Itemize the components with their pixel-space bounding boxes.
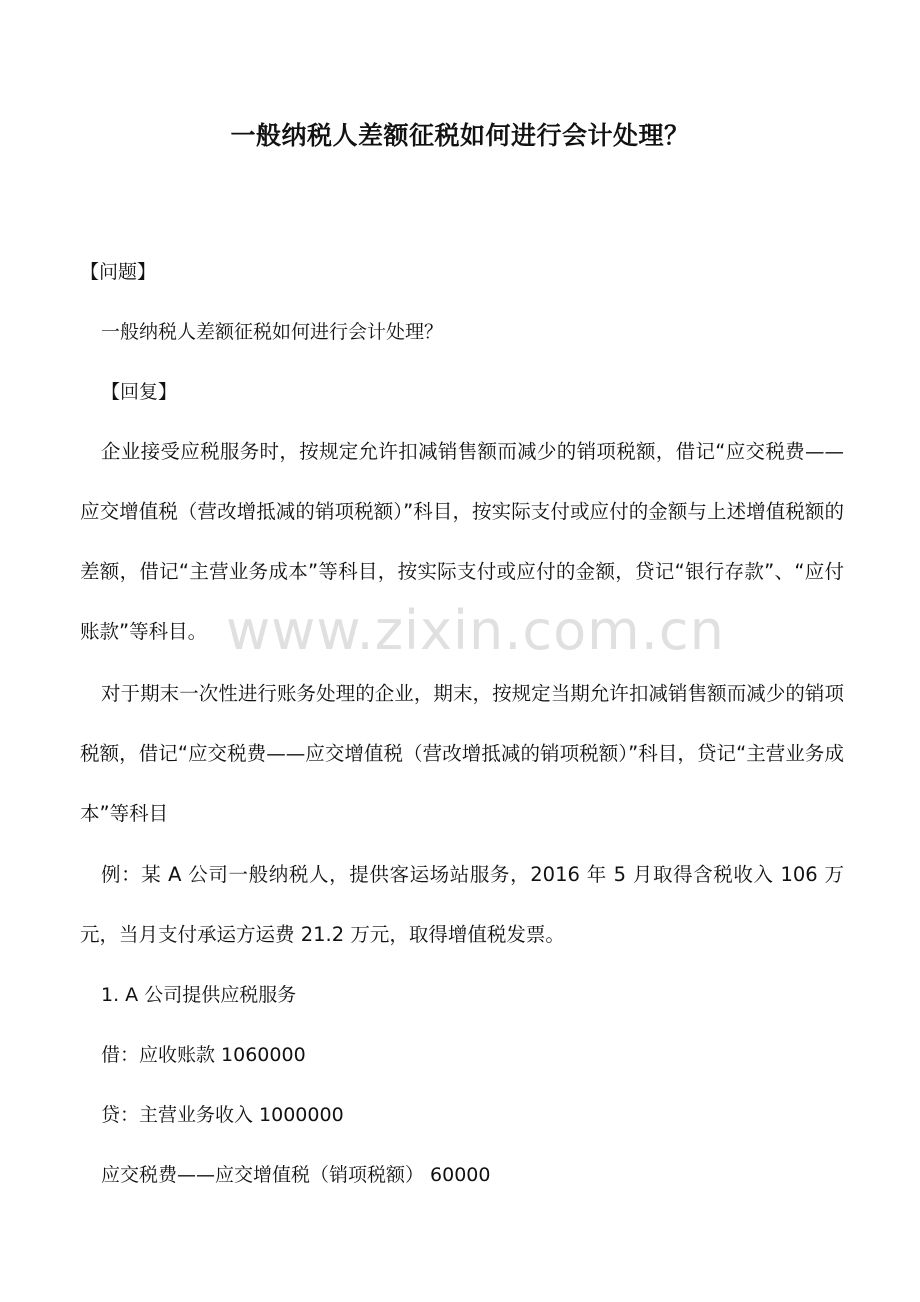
journal-entry-credit: 贷：主营业务收入 1000000 (101, 1104, 344, 1126)
question-heading: 【问题】 (80, 261, 157, 283)
answer-paragraph-1: 企业接受应税服务时，按规定允许扣减销售额而减少的销项税额，借记“应交税费——应交增值税（营改增抵减的销项税额）”科目，按实际支付或应付的金额与上述增值税额的差额，借记“主营业务成本”等科目，按实际支付或应付的金额，贷记“银行存款”、“应付账款”等科目。 (80, 440, 844, 643)
answer-heading: 【回复】 (101, 381, 178, 403)
journal-entry-tax: 应交税费——应交增值税（销项税额） 60000 (101, 1164, 491, 1186)
step-1-label: 1. A 公司提供应税服务 (101, 984, 297, 1006)
answer-paragraph-2: 对于期末一次性进行账务处理的企业，期末，按规定当期允许扣减销售额而减少的销项税额，借记“应交税费——应交增值税（营改增抵减的销项税额）”科目，贷记“主营业务成本”等科目 (80, 682, 844, 825)
watermark: www.zixin.com.cn (226, 599, 725, 662)
question-text: 一般纳税人差额征税如何进行会计处理？ (101, 321, 444, 343)
document-title: 一般纳税人差额征税如何进行会计处理？ (230, 121, 690, 150)
example-paragraph: 例：某 A 公司一般纳税人，提供客运场站服务，2016 年 5 月取得含税收入 106 万元，当月支付承运方运费 21.2 万元，取得增值税发票。 (80, 863, 844, 946)
journal-entry-debit: 借：应收账款 1060000 (101, 1044, 306, 1066)
